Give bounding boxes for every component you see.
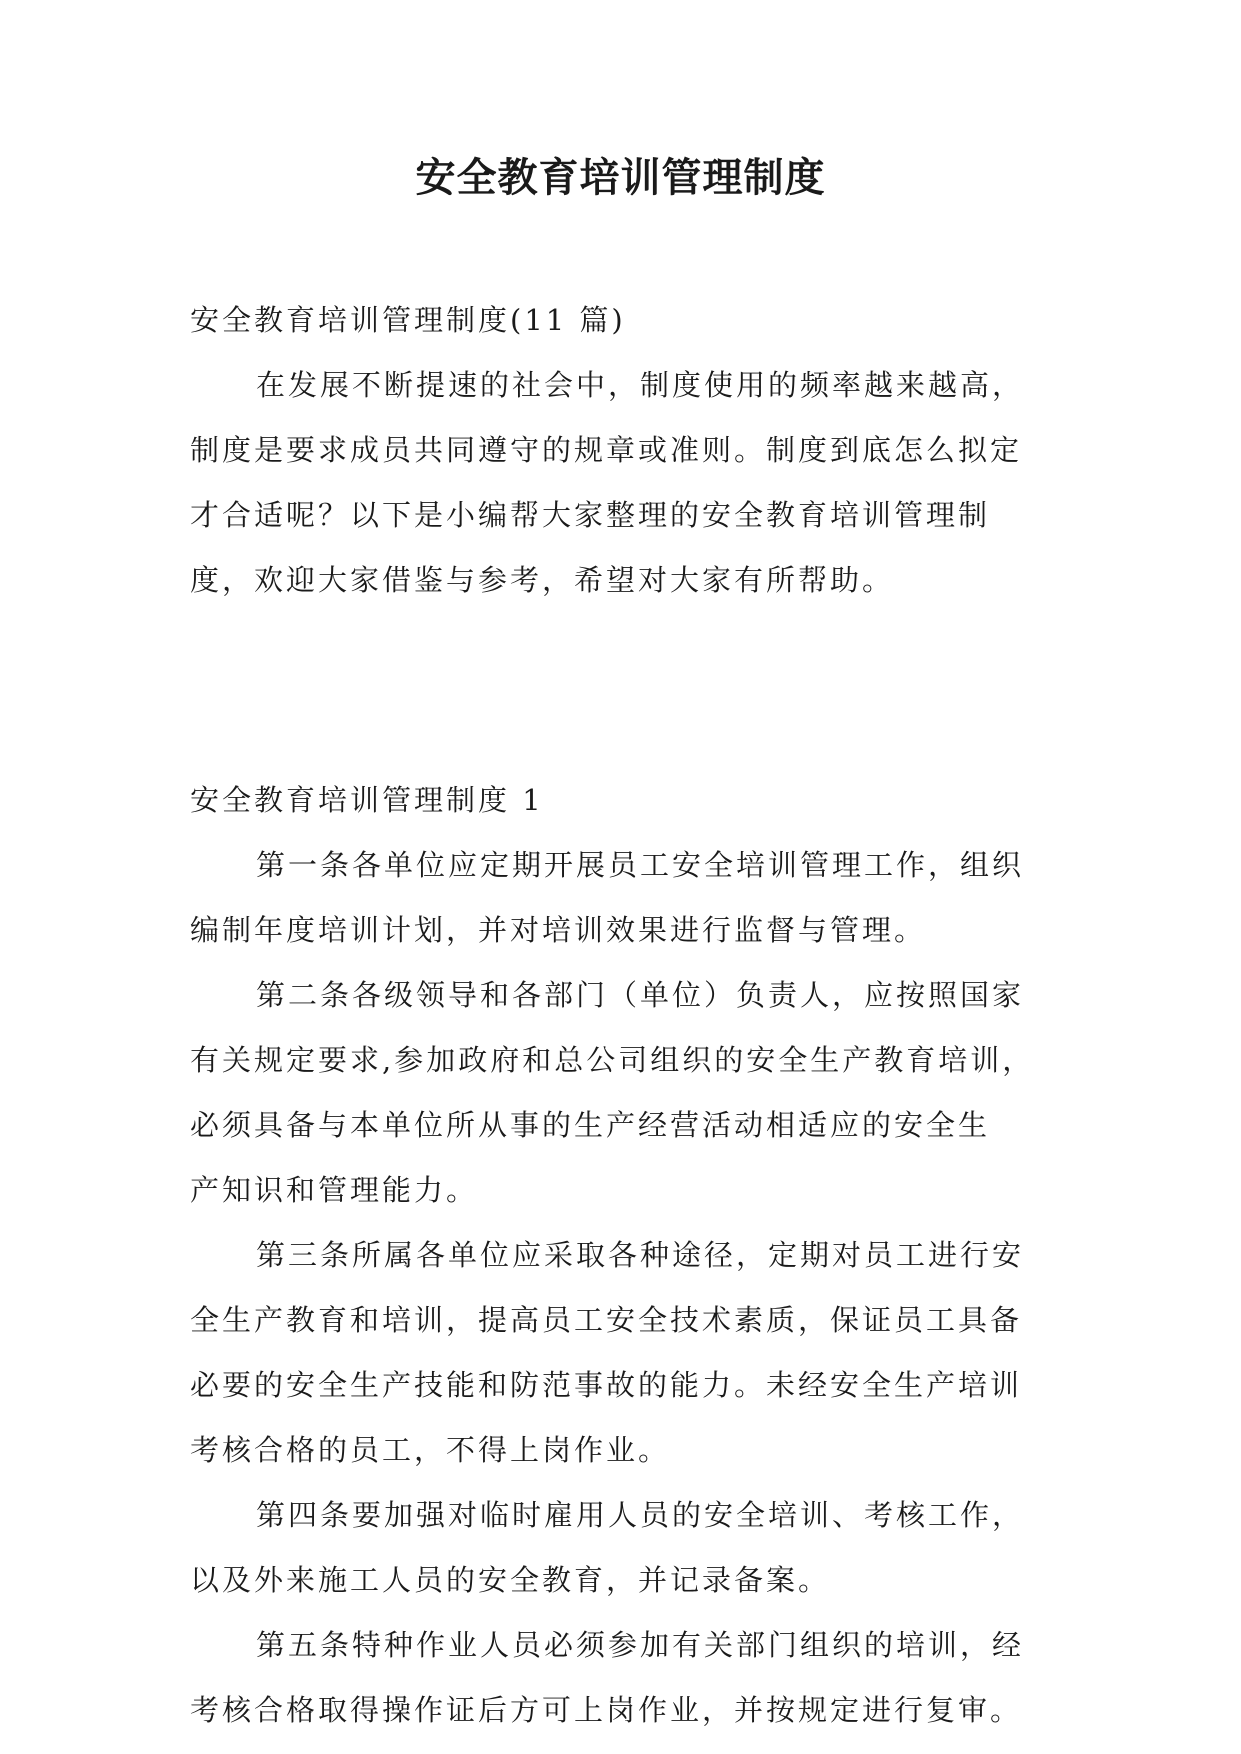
intro-paragraph	[190, 353, 1070, 613]
paragraph-line: 在发展不断提速的社会中，制度使用的频率越来越高，	[256, 368, 1025, 402]
paragraph-line: 考核合格取得操作证后方可上岗作业，并按规定进行复审。	[190, 1693, 1023, 1727]
paragraph-line: 有关规定要求,参加政府和总公司组织的安全生产教育培训，	[190, 1043, 1035, 1077]
document-body	[190, 288, 1070, 1743]
article-paragraph-2	[190, 963, 1070, 1223]
article-paragraph-5	[190, 1613, 1070, 1743]
paragraph-line: 第四条要加强对临时雇用人员的安全培训、考核工作，	[256, 1498, 1025, 1532]
paragraph-line: 度，欢迎大家借鉴与参考，希望对大家有所帮助。	[190, 563, 895, 597]
document-heading: 安全教育培训管理制度(11 篇)	[190, 303, 626, 337]
paragraph-line: 第二条各级领导和各部门（单位）负责人，应按照国家	[256, 978, 1025, 1012]
paragraph-line: 制度是要求成员共同遵守的规章或准则。制度到底怎么拟定	[190, 433, 1023, 467]
section-title: 安全教育培训管理制度 1	[190, 783, 544, 817]
paragraph-line: 考核合格的员工，不得上岗作业。	[190, 1433, 671, 1467]
paragraph-line: 第三条所属各单位应采取各种途径，定期对员工进行安	[256, 1238, 1025, 1272]
article-paragraph-4	[190, 1483, 1070, 1613]
document-title: 安全教育培训管理制度	[415, 154, 826, 201]
section-spacer	[190, 613, 1070, 768]
paragraph-line: 必要的安全生产技能和防范事故的能力。未经安全生产培训	[190, 1368, 1023, 1402]
paragraph-line: 全生产教育和培训，提高员工安全技术素质，保证员工具备	[190, 1303, 1023, 1337]
paragraph-line: 第一条各单位应定期开展员工安全培训管理工作，组织	[256, 848, 1025, 882]
paragraph-line: 才合适呢？以下是小编帮大家整理的安全教育培训管理制	[190, 498, 991, 532]
article-paragraph-3	[190, 1223, 1070, 1483]
paragraph-line: 以及外来施工人员的安全教育，并记录备案。	[190, 1563, 831, 1597]
article-paragraph-1	[190, 833, 1070, 963]
paragraph-line: 编制年度培训计划，并对培训效果进行监督与管理。	[190, 913, 927, 947]
paragraph-line: 产知识和管理能力。	[190, 1173, 479, 1207]
paragraph-line: 必须具备与本单位所从事的生产经营活动相适应的安全生	[190, 1108, 991, 1142]
paragraph-line: 第五条特种作业人员必须参加有关部门组织的培训，经	[256, 1628, 1025, 1662]
